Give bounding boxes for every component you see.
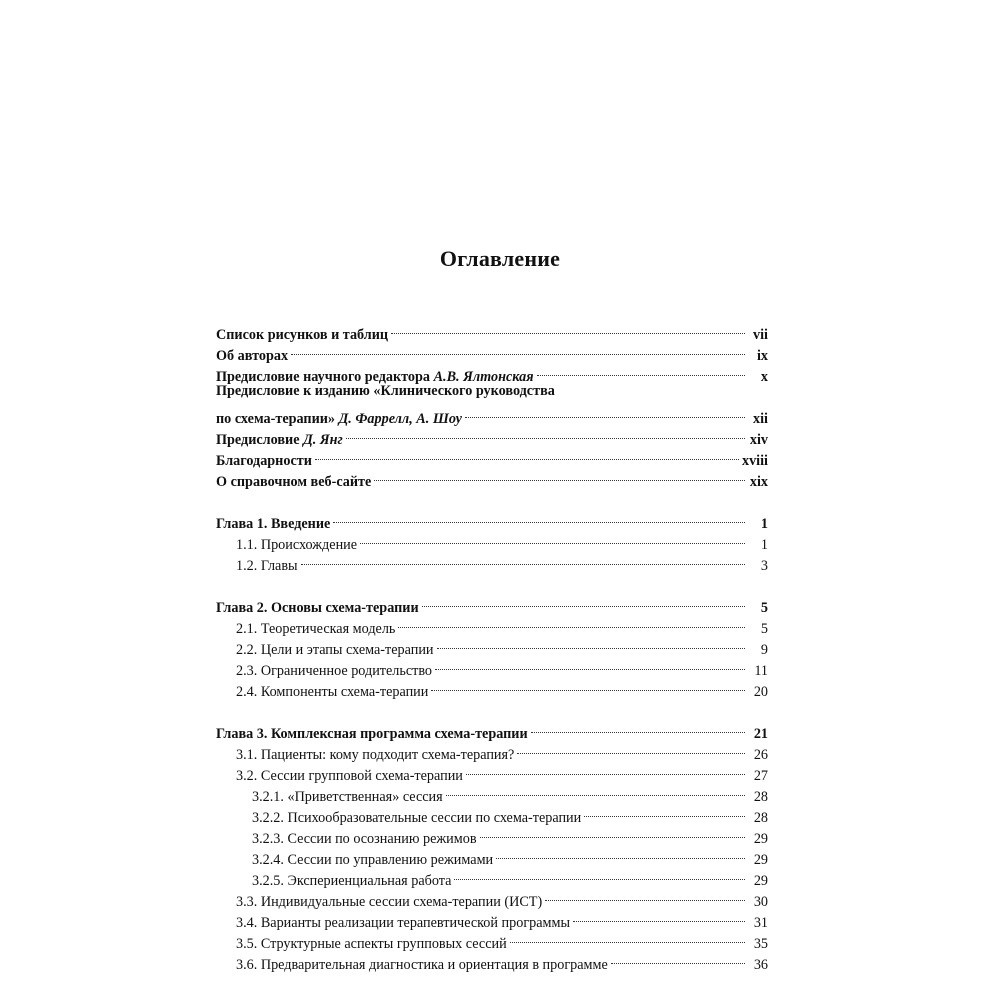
dot-leader bbox=[437, 633, 745, 654]
toc-page-number: 29 bbox=[753, 873, 768, 889]
toc-page-number: 11 bbox=[754, 663, 768, 679]
toc-page-number: 21 bbox=[753, 726, 768, 742]
toc-entry-text: Предисловие научного редактора А.В. Ялтонская bbox=[216, 369, 534, 385]
section-spacer bbox=[216, 570, 768, 591]
toc-entry-text: Список рисунков и таблиц bbox=[216, 327, 389, 343]
toc-page-number: 26 bbox=[753, 747, 768, 763]
toc-entry-list-of-figures[interactable] bbox=[216, 318, 768, 343]
dot-leader bbox=[611, 948, 745, 969]
toc-entry-author: А.В. Ялтонская bbox=[433, 369, 534, 385]
toc-page-number: xii bbox=[753, 411, 768, 427]
dot-leader bbox=[466, 759, 745, 780]
dot-leader bbox=[301, 549, 745, 570]
dot-leader bbox=[537, 360, 745, 381]
toc-page-number: 1 bbox=[760, 537, 768, 553]
table-of-contents bbox=[216, 318, 768, 973]
toc-entry-text: 2.4. Компоненты схема-терапии bbox=[236, 684, 429, 700]
toc-page-number: 5 bbox=[760, 621, 768, 637]
toc-entry-editor-preface[interactable] bbox=[216, 360, 768, 385]
toc-page-number: xviii bbox=[741, 453, 768, 469]
dot-leader bbox=[480, 822, 745, 843]
toc-page-number: 36 bbox=[753, 957, 768, 973]
toc-chapter-1[interactable] bbox=[216, 507, 768, 532]
toc-entry-text: 3.6. Предварительная диагностика и ориентация в программе bbox=[236, 957, 608, 973]
toc-entry-edition-preface-line2[interactable] bbox=[216, 402, 768, 427]
toc-entry-text: 1.2. Главы bbox=[236, 558, 298, 574]
dot-leader bbox=[446, 780, 745, 801]
toc-entry-text: Глава 3. Комплексная программа схема-терапии bbox=[216, 726, 528, 742]
dot-leader bbox=[291, 339, 745, 360]
toc-entry-author: Д. Фаррелл, А. Шоу bbox=[338, 411, 462, 427]
dot-leader bbox=[398, 612, 745, 633]
dot-leader bbox=[573, 906, 745, 927]
toc-entry-text: 3.3. Индивидуальные сессии схема-терапии (ИСТ) bbox=[236, 894, 543, 910]
toc-entry-text: по схема-терапии» Д. Фаррелл, А. Шоу bbox=[216, 411, 462, 427]
toc-entry-about-authors[interactable] bbox=[216, 339, 768, 364]
toc-entry-text: Предисловие к изданию «Клинического руководства bbox=[216, 383, 555, 399]
dot-leader bbox=[391, 318, 745, 339]
dot-leader bbox=[465, 402, 745, 423]
toc-page-number: 3 bbox=[760, 558, 768, 574]
toc-entry-text: 2.2. Цели и этапы схема-терапии bbox=[236, 642, 434, 658]
toc-entry-text: 3.4. Варианты реализации терапевтической программы bbox=[236, 915, 571, 931]
toc-entry-text: О справочном веб-сайте bbox=[216, 474, 372, 490]
toc-entry-text: 2.3. Ограниченное родительство bbox=[236, 663, 433, 679]
dot-leader bbox=[517, 738, 745, 759]
toc-page-number: 28 bbox=[753, 810, 768, 826]
toc-page-number: 35 bbox=[753, 936, 768, 952]
toc-entry-text: 1.1. Происхождение bbox=[236, 537, 358, 553]
toc-page-number: xix bbox=[749, 474, 768, 490]
toc-chapter-3[interactable] bbox=[216, 717, 768, 742]
dot-leader bbox=[346, 423, 745, 444]
toc-page-number: xiv bbox=[749, 432, 768, 448]
toc-entry-text: 3.2.2. Психообразовательные сессии по схема-терапии bbox=[252, 810, 582, 826]
dot-leader bbox=[431, 675, 745, 696]
toc-entry-text: 3.2.1. «Приветственная» сессия bbox=[252, 789, 443, 805]
toc-page-number: x bbox=[760, 369, 768, 385]
dot-leader bbox=[315, 444, 739, 465]
toc-page-number: 30 bbox=[753, 894, 768, 910]
toc-page-number: 31 bbox=[753, 915, 768, 931]
toc-chapter-2[interactable] bbox=[216, 591, 768, 616]
toc-entry-text: Предисловие Д. Янг bbox=[216, 432, 343, 448]
dot-leader bbox=[584, 801, 745, 822]
toc-entry-text: Глава 1. Введение bbox=[216, 516, 331, 532]
toc-entry-text: 2.1. Теоретическая модель bbox=[236, 621, 396, 637]
dot-leader bbox=[422, 591, 745, 612]
toc-page-number: 9 bbox=[760, 642, 768, 658]
toc-entry-text: Благодарности bbox=[216, 453, 312, 469]
toc-page-number: vii bbox=[753, 327, 768, 343]
toc-page-number: 27 bbox=[753, 768, 768, 784]
toc-entry-author: Д. Янг bbox=[303, 432, 343, 448]
dot-leader bbox=[531, 717, 745, 738]
dot-leader bbox=[333, 507, 745, 528]
toc-entry-edition-preface-line1[interactable] bbox=[216, 381, 768, 402]
dot-leader bbox=[545, 885, 745, 906]
toc-entry-text: 3.1. Пациенты: кому подходит схема-терапия? bbox=[236, 747, 515, 763]
toc-entry-text: 3.2.5. Экспериенциальная работа bbox=[252, 873, 452, 889]
dot-leader bbox=[360, 528, 745, 549]
toc-page-number: 29 bbox=[753, 852, 768, 868]
toc-page-number: 28 bbox=[753, 789, 768, 805]
dot-leader bbox=[374, 465, 745, 486]
toc-page-number: 5 bbox=[760, 600, 768, 616]
dot-leader bbox=[496, 843, 745, 864]
toc-entry-text: Глава 2. Основы схема-терапии bbox=[216, 600, 419, 616]
toc-page-number: 1 bbox=[760, 516, 768, 532]
page-title: Оглавление bbox=[439, 246, 561, 271]
toc-page-number: 29 bbox=[753, 831, 768, 847]
dot-leader bbox=[435, 654, 745, 675]
toc-page-number: 20 bbox=[753, 684, 768, 700]
toc-entry-text: 3.5. Структурные аспекты групповых сессий bbox=[236, 936, 507, 952]
toc-entry-text: Об авторах bbox=[216, 348, 289, 364]
dot-leader bbox=[510, 927, 745, 948]
toc-entry-text: 3.2. Сессии групповой схема-терапии bbox=[236, 768, 463, 784]
dot-leader bbox=[454, 864, 745, 885]
toc-page-number: ix bbox=[756, 348, 768, 364]
toc-entry-text: 3.2.3. Сессии по осознанию режимов bbox=[252, 831, 477, 847]
toc-entry-text: 3.2.4. Сессии по управлению режимами bbox=[252, 852, 494, 868]
